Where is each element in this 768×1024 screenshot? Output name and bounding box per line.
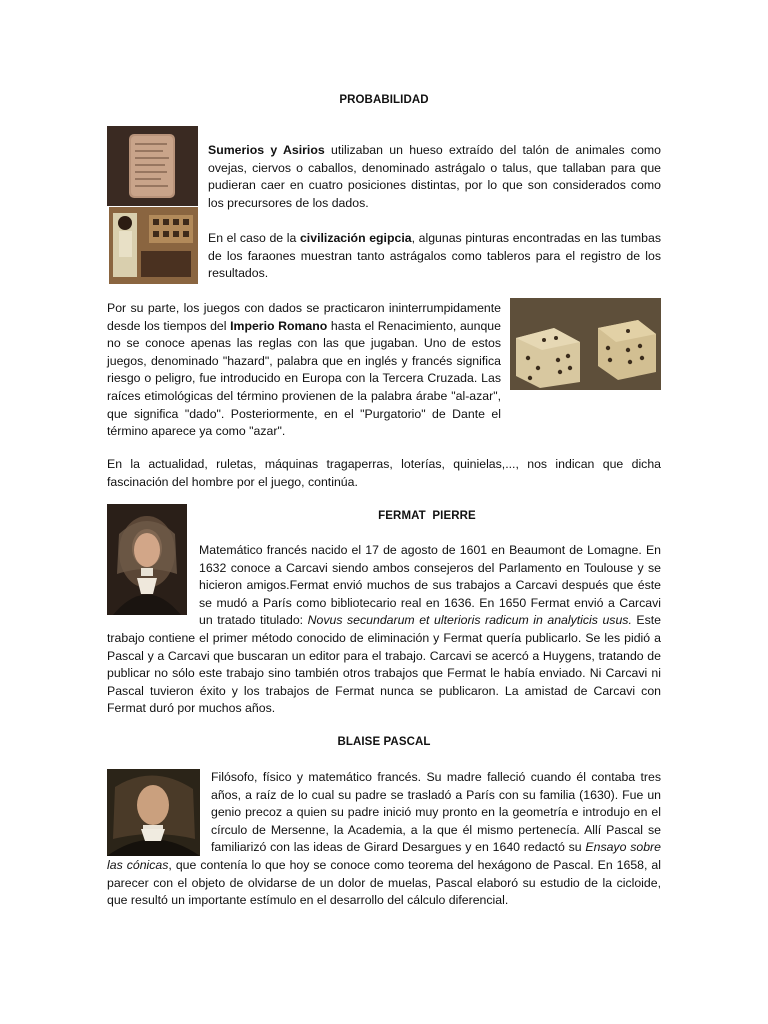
intro-paragraph-1 xyxy=(208,142,661,212)
intro-paragraph-2 xyxy=(208,230,661,283)
fermat-paragraph-top xyxy=(107,542,661,718)
ancient-dice-image xyxy=(510,298,661,390)
float-spacer xyxy=(107,542,199,615)
page-title: PROBABILIDAD xyxy=(339,94,429,106)
intro-paragraph-3-text: hasta el Renacimiento, aunque no se conoce apenas las reglas con las que jugaban. Uno de estos juegos, denominado "hazard", palabra que en inglés y francés significa riesgo o peligro, fue introducido en Europa con la Tercera Cruzada. Las raíces etimológicas del término provienen de la palabra árabe "al-azar", que significa "dado". Posteriormente, en el "Purgatorio" de Dante el término aparece ya como "azar". xyxy=(107,318,501,439)
pascal-heading: BLAISE PASCAL xyxy=(337,736,431,748)
fermat-heading-text: FERMAT PIERRE xyxy=(378,510,476,522)
egyptian-painting-image xyxy=(109,207,198,284)
intro-paragraph-3-lead: Por su parte, los juegos con dados se practicaron ininterrumpidamente desde los tiempos del xyxy=(107,301,501,333)
fermat-treatise-title: Novus secundarum et ulterioris radicum in analyticis usus. xyxy=(307,613,632,628)
fermat-paragraph-text-post: Este trabajo contiene el primer método conocido de eliminación y Fermat quería publicarlo. Se les pidió a Pascal y a Carcavi que buscaran un editor para el trabajo. Carcavi se acercó a Huygens, tratando de publicar no sólo este trabajo sino también otros trabajos que Fermat le había enviado. Ni Carcavi ni Pascal tuvieron éxito y los trabajos de Fermat nunca se publicaron. La amistad de Carcavi con Fermat duró por muchos años. xyxy=(107,613,661,716)
imperio-romano-bold: Imperio Romano xyxy=(230,318,328,333)
pascal-essay-title: Ensayo sobre las cónicas xyxy=(107,840,661,872)
sumerios-asirios-bold: Sumerios y Asirios xyxy=(208,143,325,157)
intro-paragraph-2-text: , algunas pinturas encontradas en las tumbas de los faraones muestran tanto astrágalos como tableros para el registro de los resultados. xyxy=(208,231,661,281)
civilizacion-egipcia-bold: civilización egipcia xyxy=(299,231,412,245)
intro-paragraph-4: En la actualidad, ruletas, máquinas tragaperras, loterías, quinielas,..., nos indican que dicha fascinación del hombre por el juego, continúa. xyxy=(107,457,661,489)
intro-paragraph-1-text: utilizaban un hueso extraído del talón de animales como ovejas, ciervos o caballos, denominado astrágalo o talus, que tallaban para que pudieran caer en cuatro posiciones distintas, por lo que son considerados como los precursores de los dados. xyxy=(208,143,661,210)
pascal-paragraph-text-pre: Filósofo, físico y matemático francés. Su madre falleció cuando él contaba tres años, a raíz de lo cual su padre se trasladó a París con su familia (1630). Fue un genio precoz a quien su padre inició muy pronto en la geometría e introdujo en el círculo de Mersenne, la Academia, a la que él mismo pertenecía. Allí Pascal se familiarizó con las ideas de Girard Desargues y en 1640 redactó su xyxy=(211,770,661,855)
intro-paragraph-2-lead: En el caso de la xyxy=(208,231,300,245)
fermat-paragraph-text-pre: Matemático francés nacido el 17 de agosto de 1601 en Beaumont de Lomagne. En 1632 conoce a Carcavi siendo ambos consejeros del Parlamento en Toulouse y se hicieron amigos.Fermat envió muchos de sus trabajos a Carcavi después que éste se mudó a París como bibliotecario real en 1636. En 1650 Fermat envió a Carcavi un tratado titulado: xyxy=(199,543,661,628)
sumerian-tablet-image xyxy=(107,126,198,206)
pascal-paragraph-text-post: , que contenía lo que hoy se conoce como teorema del hexágono de Pascal. En 1658, al parecer con el objeto de olvidarse de un dolor de muelas, Pascal elaboró su estudio de la cicloide, que resultó un importante estímulo en el desarrollo del cálculo diferencial. xyxy=(107,857,661,908)
intro-paragraph-3 xyxy=(107,300,501,441)
pascal-paragraph xyxy=(107,769,661,910)
float-spacer xyxy=(107,769,211,856)
